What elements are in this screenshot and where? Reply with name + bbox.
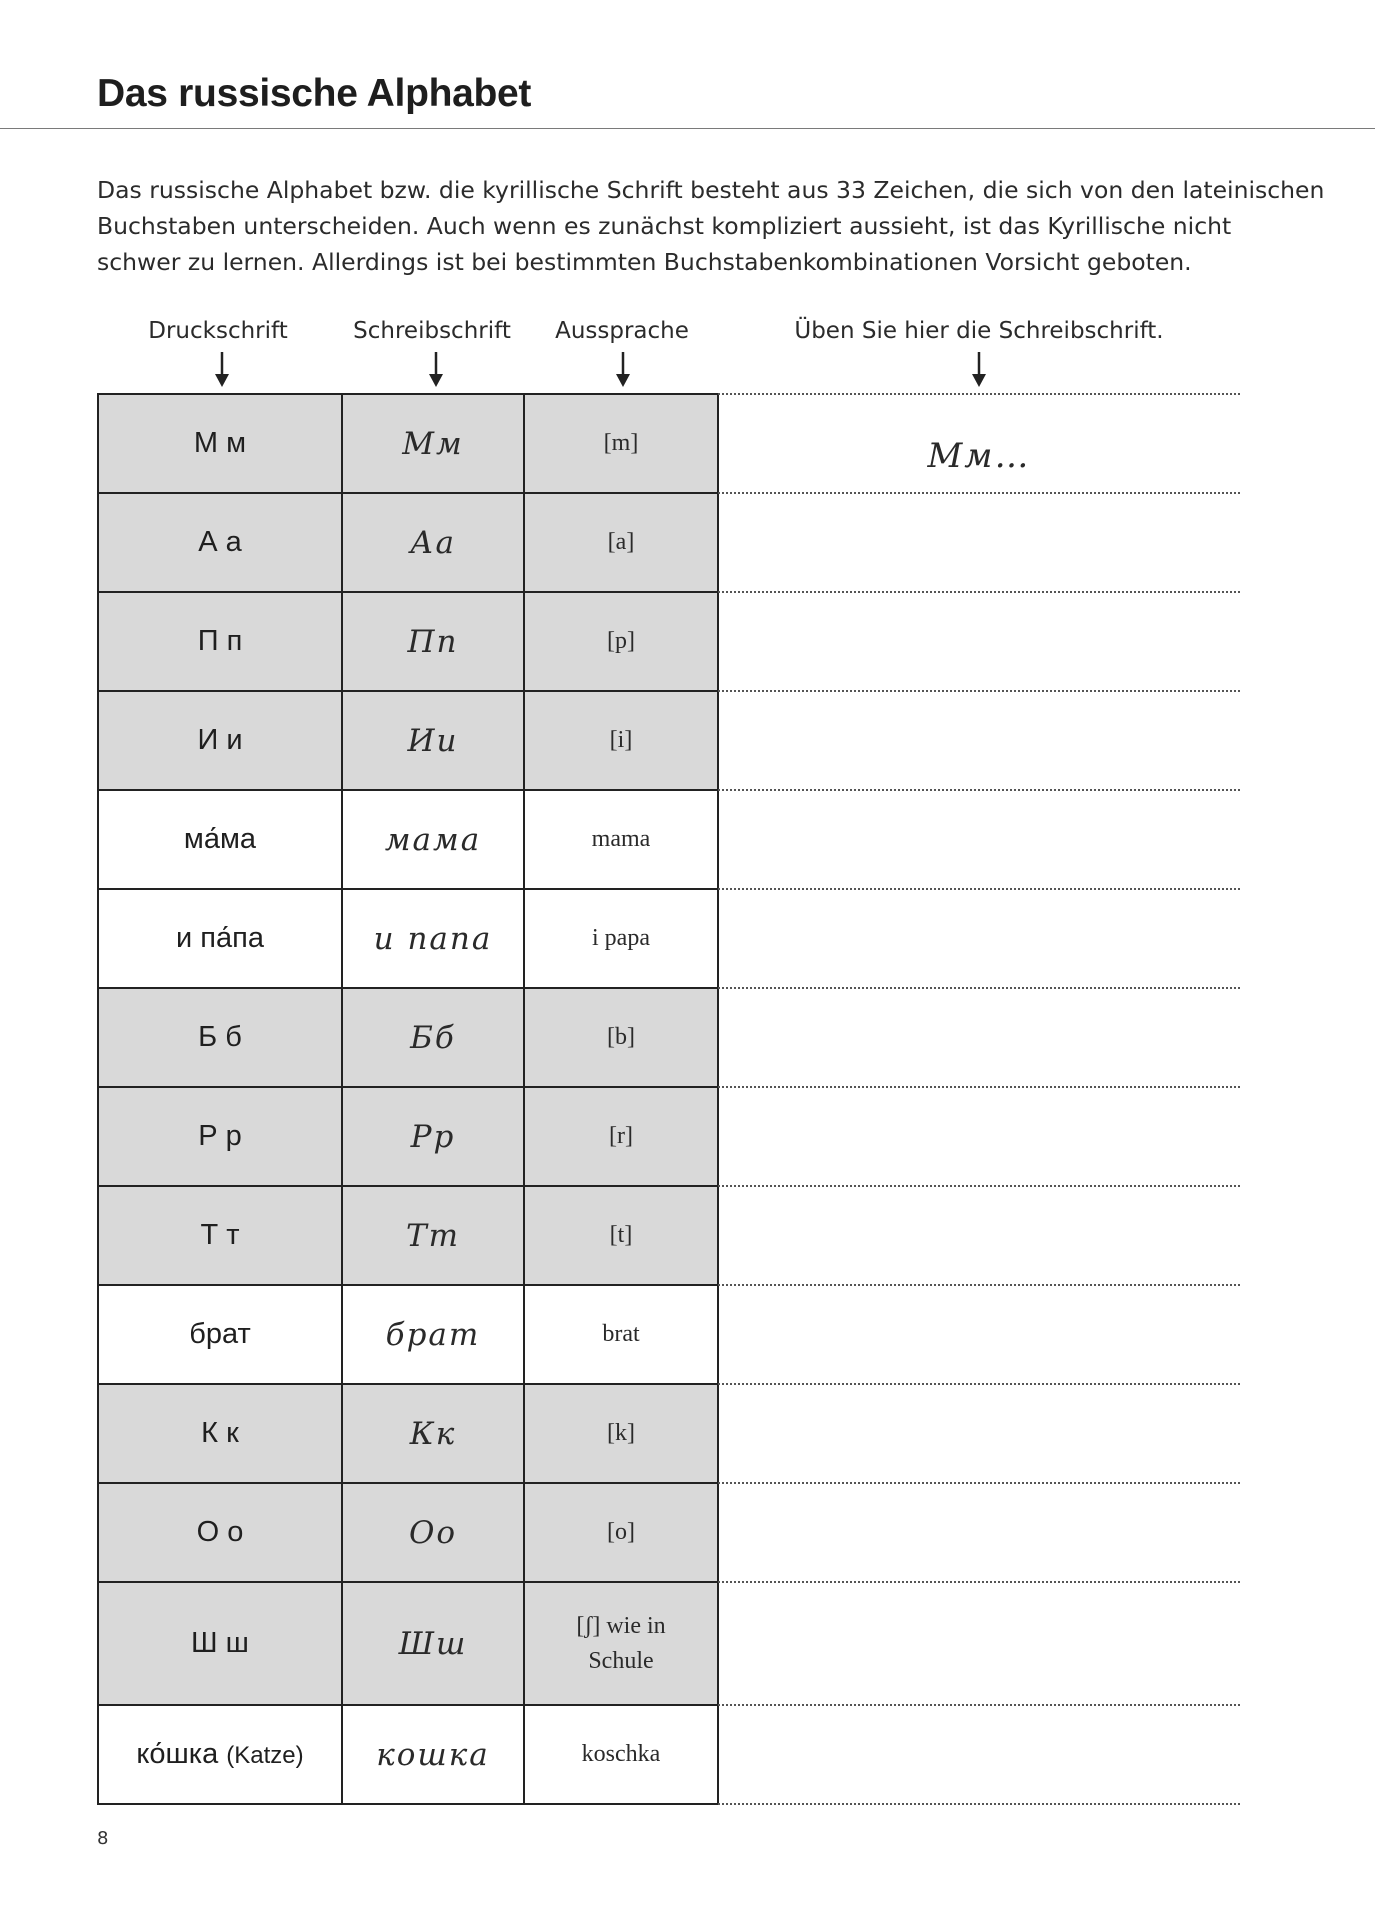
- script-cell: Шш: [342, 1582, 524, 1705]
- script-cell: Пп: [342, 592, 524, 691]
- table-row: [98, 1705, 718, 1804]
- practice-line[interactable]: [718, 1086, 1240, 1088]
- print-cell: [98, 1582, 342, 1705]
- practice-line[interactable]: [718, 1581, 1240, 1583]
- arrow-down-icon: [971, 352, 987, 388]
- script-cell: Ии: [342, 691, 524, 790]
- practice-line[interactable]: [718, 1704, 1240, 1706]
- script-cell: и папа: [342, 889, 524, 988]
- print-text: К к: [201, 1417, 239, 1449]
- column-header-pronunciation: Aussprache: [555, 318, 689, 344]
- pronunciation-cell: i papa: [524, 889, 718, 988]
- column-header-script: Schreibschrift: [353, 318, 511, 344]
- practice-line[interactable]: [718, 987, 1240, 989]
- table-row: [98, 1483, 718, 1582]
- table-row: [98, 1582, 718, 1705]
- table-row: [98, 394, 718, 493]
- intro-line: Buchstaben unterscheiden. Auch wenn es zunächst kompliziert aussieht, ist das Kyrillische nicht: [97, 212, 1232, 240]
- practice-line[interactable]: [718, 888, 1240, 890]
- script-cell: Кк: [342, 1384, 524, 1483]
- pronunciation-example: Schule: [588, 1647, 654, 1674]
- pronunciation-cell: [k]: [524, 1384, 718, 1483]
- print-text: А а: [198, 526, 242, 558]
- script-cell: Аа: [342, 493, 524, 592]
- print-cell: [98, 988, 342, 1087]
- table-row: [98, 1384, 718, 1483]
- table-row: [98, 1087, 718, 1186]
- print-text: ко́шка: [136, 1738, 219, 1770]
- practice-example: Мм…: [927, 436, 1031, 476]
- print-text: Т т: [200, 1219, 240, 1251]
- print-cell: [98, 889, 342, 988]
- arrow-down-icon: [615, 352, 631, 388]
- practice-line[interactable]: [718, 1482, 1240, 1484]
- pronunciation-cell: [i]: [524, 691, 718, 790]
- practice-line[interactable]: [718, 1284, 1240, 1286]
- pronunciation-cell: koschka: [524, 1705, 718, 1804]
- column-header-print: Druckschrift: [148, 318, 288, 344]
- practice-line[interactable]: [718, 789, 1240, 791]
- print-cell: [98, 1186, 342, 1285]
- print-text: Ш ш: [191, 1627, 249, 1659]
- table-row: [98, 691, 718, 790]
- intro-line: schwer zu lernen. Allerdings ist bei bestimmten Buchstabenkombinationen Vorsicht geboten.: [97, 248, 1192, 276]
- script-cell: кошка: [342, 1705, 524, 1804]
- practice-line[interactable]: [718, 1383, 1240, 1385]
- practice-line[interactable]: [718, 492, 1240, 494]
- pronunciation-cell: [a]: [524, 493, 718, 592]
- practice-line[interactable]: [718, 591, 1240, 593]
- table-row: [98, 592, 718, 691]
- practice-line[interactable]: [718, 393, 1240, 395]
- print-cell: [98, 1483, 342, 1582]
- arrow-down-icon: [214, 352, 230, 388]
- table-row: [98, 790, 718, 889]
- table-row: [98, 988, 718, 1087]
- practice-line[interactable]: [718, 690, 1240, 692]
- print-text: О о: [196, 1516, 244, 1548]
- alphabet-table: [97, 393, 719, 1805]
- print-cell: [98, 394, 342, 493]
- title-divider: [0, 128, 1375, 129]
- script-cell: брат: [342, 1285, 524, 1384]
- practice-line[interactable]: [718, 1803, 1240, 1805]
- table-row: [98, 889, 718, 988]
- print-cell: [98, 790, 342, 889]
- pronunciation-cell: [524, 1582, 718, 1705]
- print-text: Б б: [198, 1021, 242, 1053]
- pronunciation-cell: brat: [524, 1285, 718, 1384]
- pronunciation-text: [ʃ] wie in: [576, 1612, 666, 1639]
- table-row: [98, 1186, 718, 1285]
- print-cell: [98, 1087, 342, 1186]
- print-cell: [98, 592, 342, 691]
- print-text: М м: [193, 427, 247, 459]
- script-cell: Оо: [342, 1483, 524, 1582]
- script-cell: Мм: [342, 394, 524, 493]
- pronunciation-cell: [b]: [524, 988, 718, 1087]
- print-cell: [98, 1384, 342, 1483]
- arrow-down-icon: [428, 352, 444, 388]
- table-row: [98, 493, 718, 592]
- print-cell: [98, 1285, 342, 1384]
- script-cell: Рр: [342, 1087, 524, 1186]
- print-text: и па́па: [176, 922, 264, 954]
- page-title: Das russische Alphabet: [97, 72, 532, 115]
- pronunciation-cell: [m]: [524, 394, 718, 493]
- print-text: брат: [189, 1318, 251, 1350]
- pronunciation-cell: mama: [524, 790, 718, 889]
- print-text: П п: [197, 625, 243, 657]
- intro-line: Das russische Alphabet bzw. die kyrillische Schrift besteht aus 33 Zeichen, die sich von den lateinischen: [97, 176, 1325, 204]
- print-cell: [98, 493, 342, 592]
- practice-line[interactable]: [718, 1185, 1240, 1187]
- pronunciation-cell: [r]: [524, 1087, 718, 1186]
- column-header-practice: Üben Sie hier die Schreibschrift.: [794, 318, 1164, 344]
- print-cell: [98, 1705, 342, 1804]
- intro-paragraph: [97, 172, 1325, 280]
- pronunciation-cell: [o]: [524, 1483, 718, 1582]
- print-text: И и: [197, 724, 243, 756]
- script-cell: Тт: [342, 1186, 524, 1285]
- pronunciation-cell: [t]: [524, 1186, 718, 1285]
- script-cell: Бб: [342, 988, 524, 1087]
- script-cell: мама: [342, 790, 524, 889]
- print-cell: [98, 691, 342, 790]
- page-number: 8: [97, 1828, 109, 1849]
- pronunciation-cell: [p]: [524, 592, 718, 691]
- print-text: Р р: [198, 1120, 242, 1152]
- print-text: ма́ма: [183, 823, 257, 855]
- table-row: [98, 1285, 718, 1384]
- print-note: (Katze): [226, 1742, 304, 1769]
